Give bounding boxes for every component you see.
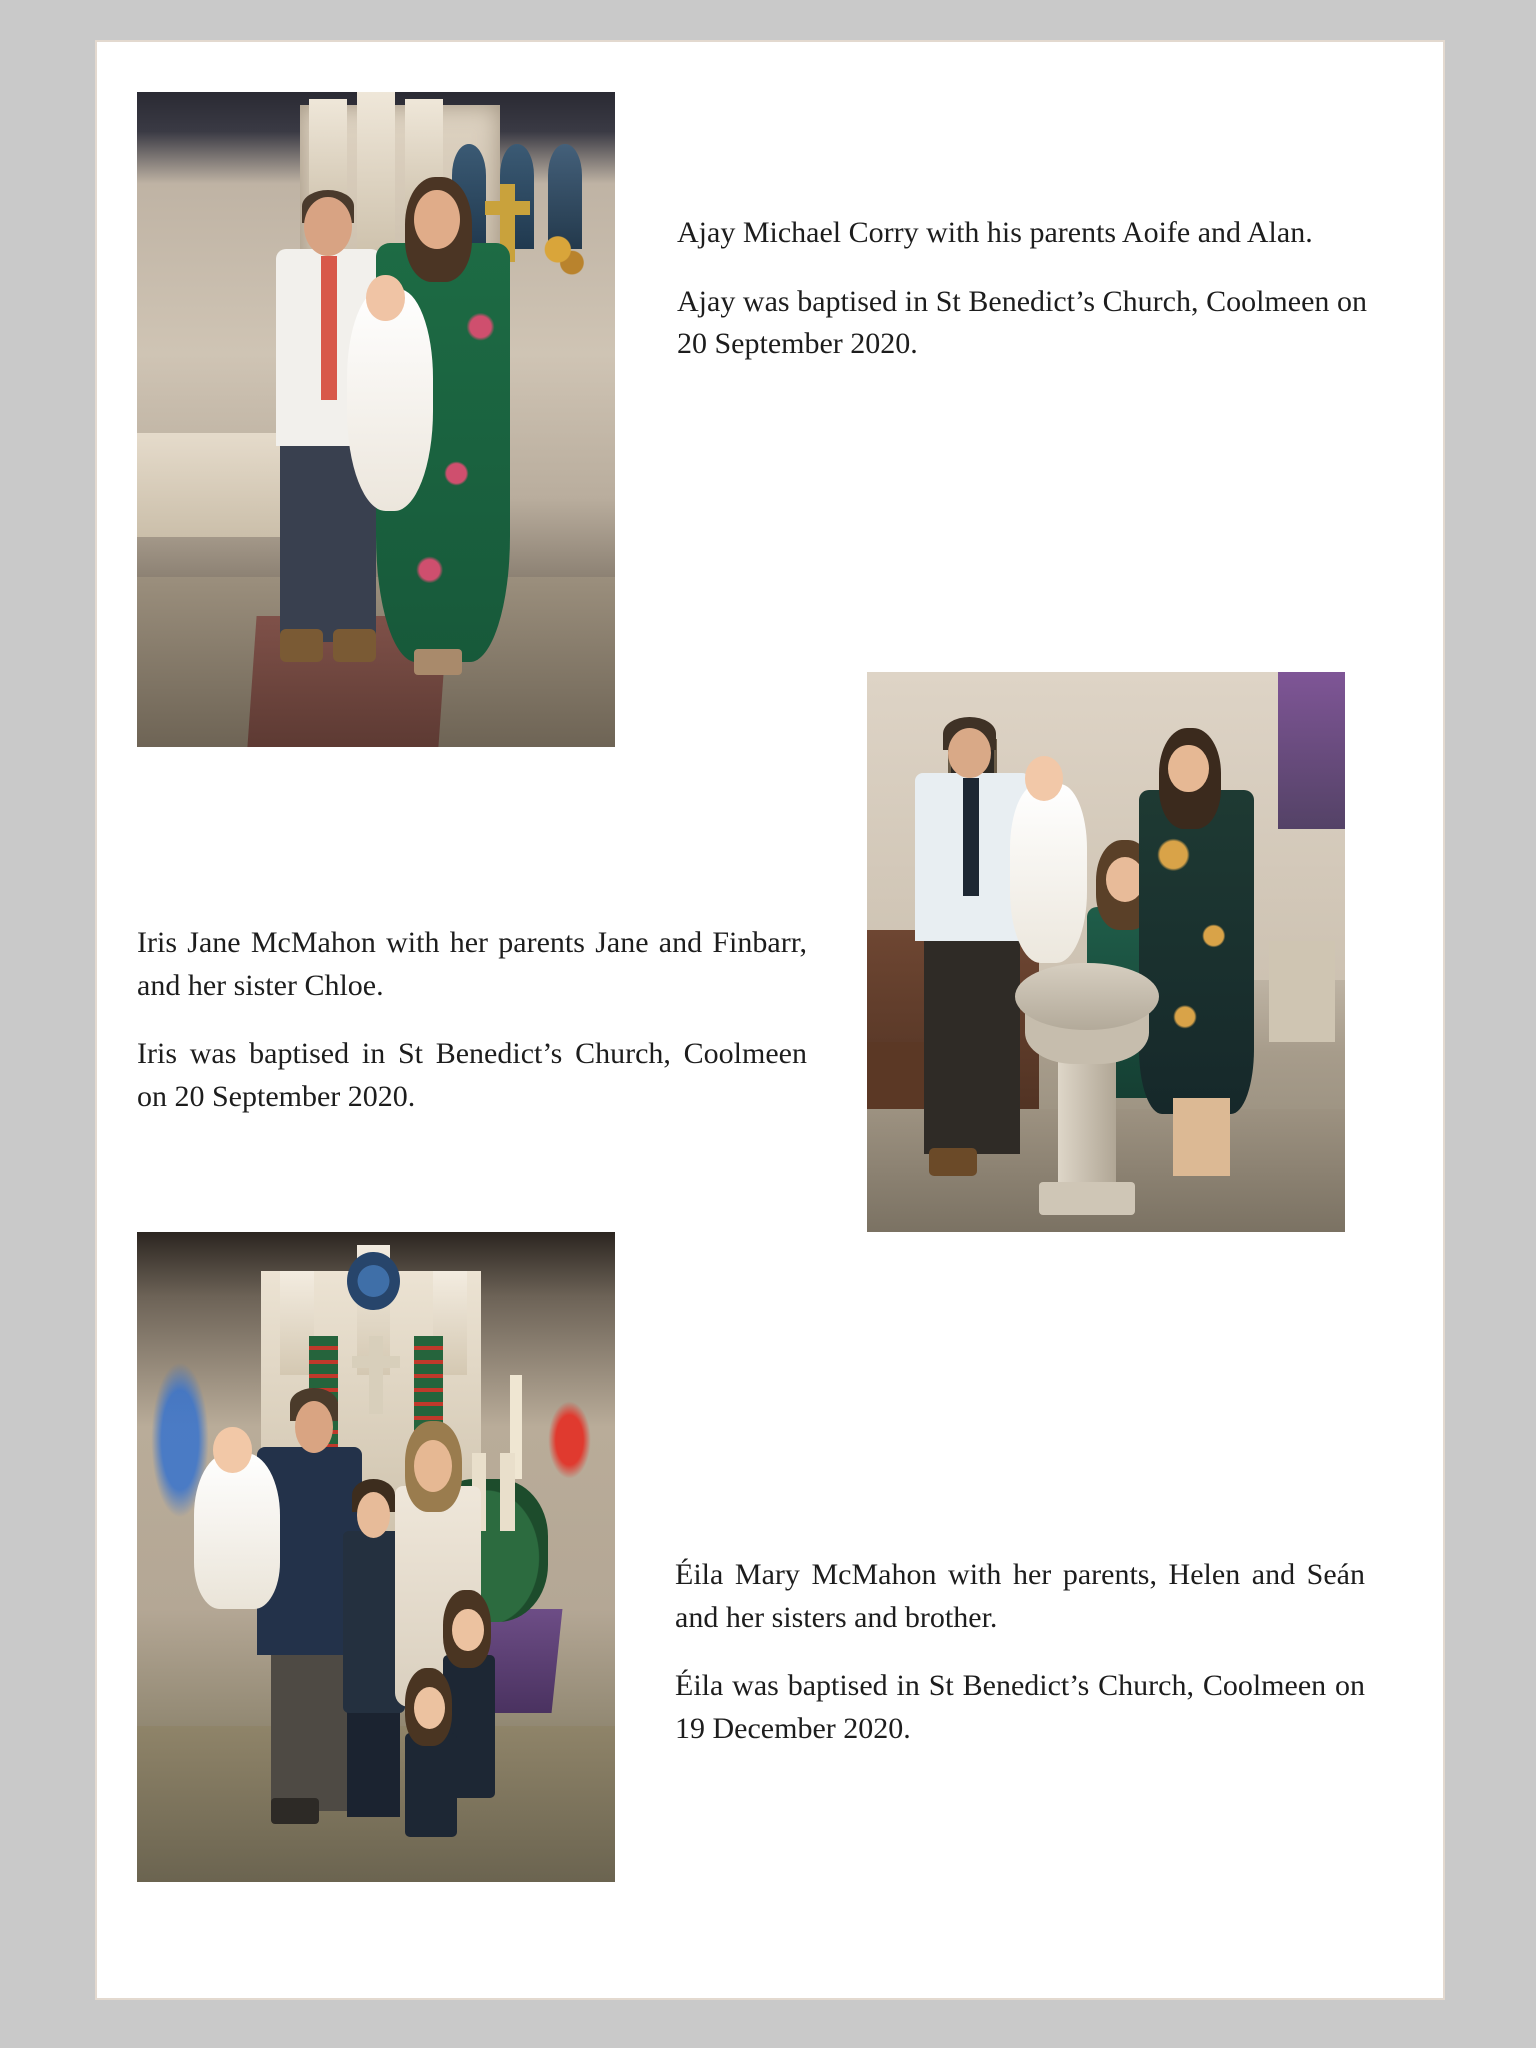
baptism-photo-iris — [867, 672, 1345, 1232]
caption-ajay-line-1: Ajay Michael Corry with his parents Aoife and Alan. — [677, 216, 1313, 249]
page-content — [97, 42, 1443, 1998]
caption-ajay-line-2: Ajay was baptised in St Benedict’s Church, Coolmeen on 20 September 2020. — [677, 284, 1367, 361]
caption-eila — [675, 1554, 1365, 1750]
photo-scene — [137, 1232, 615, 1882]
caption-iris-line-2: Iris was baptised in St Benedict’s Church, Coolmeen on 20 September 2020. — [137, 1037, 807, 1113]
photo-scene — [867, 672, 1345, 1232]
document-page — [95, 40, 1445, 2000]
baptism-photo-ajay — [137, 92, 615, 747]
photo-scene — [137, 92, 615, 747]
baptism-photo-eila — [137, 1232, 615, 1882]
caption-iris — [137, 922, 807, 1118]
caption-ajay — [677, 212, 1367, 366]
caption-iris-line-1: Iris Jane McMahon with her parents Jane and Finbarr, and her sister Chloe. — [137, 926, 807, 1002]
caption-eila-line-1: Éila Mary McMahon with her parents, Helen and Seán and her sisters and brother. — [675, 1558, 1365, 1634]
caption-eila-line-2: Éila was baptised in St Benedict’s Church, Coolmeen on 19 December 2020. — [675, 1669, 1365, 1745]
